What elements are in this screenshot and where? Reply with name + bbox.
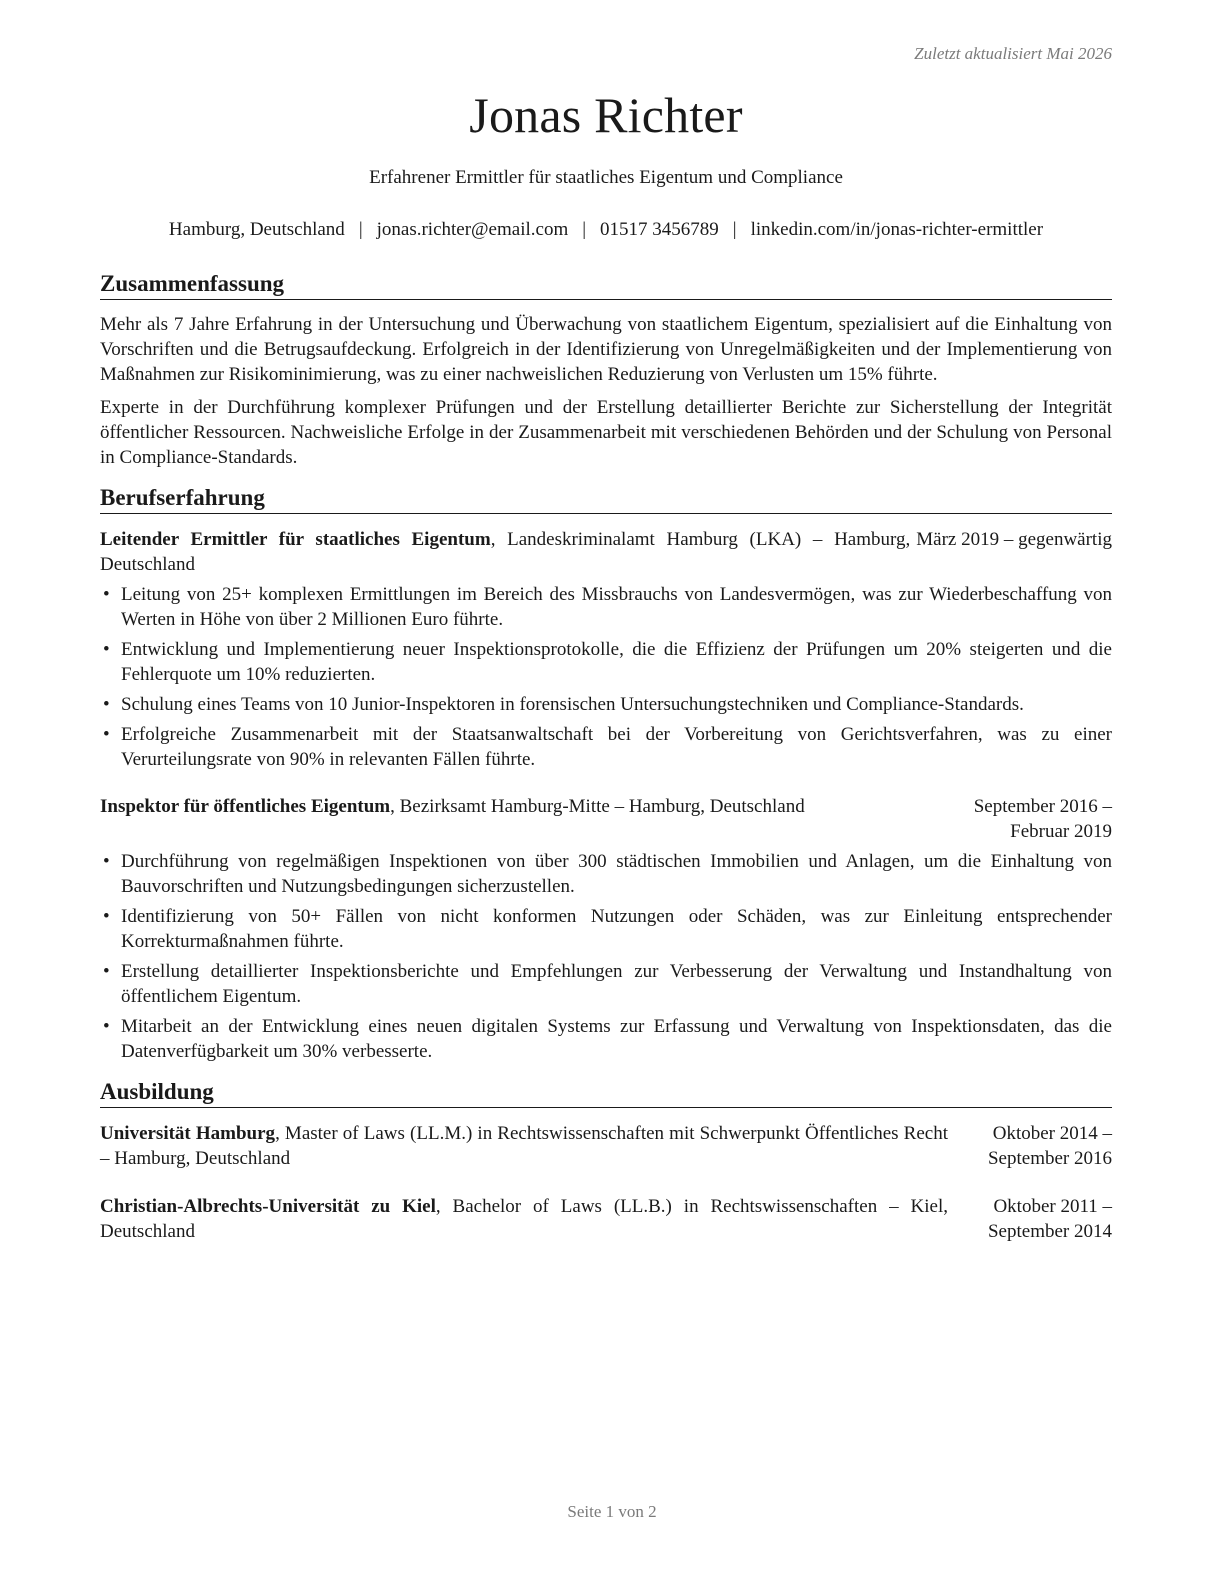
bullet-icon: • (103, 694, 110, 715)
education-header (100, 1121, 1112, 1171)
bullet-text: Erfolgreiche Zusammenarbeit mit der Staatsanwaltschaft bei der Vorbereitung von Gerichtsverfahren, was zu einer Verurteilungsrate von 90% in relevanten Fällen führte. (121, 724, 1112, 770)
education-line (100, 1194, 954, 1244)
job-dates: September 2016 – Februar 2019 (973, 796, 1112, 842)
contact-linkedin[interactable]: linkedin.com/in/jonas-richter-ermittler (750, 219, 1044, 240)
contact-phone: 01517 3456789 (600, 219, 719, 240)
education-section (100, 1078, 1112, 1244)
bullet-icon: • (103, 961, 110, 982)
page-number: Seite 1 von 2 (567, 1502, 657, 1521)
education-degree-location: , Bachelor of Laws (LL.B.) in Rechtswissenschaften – Kiel, Deutschland (100, 1196, 948, 1242)
education-line (100, 1121, 954, 1171)
list-item (100, 1014, 1112, 1064)
bullet-text: Durchführung von regelmäßigen Inspektionen von über 300 städtischen Immobilien und Anlagen, um die Einhaltung von Bauvorschriften und Nutzungsbedingungen sicherzustellen. (121, 851, 1112, 897)
education-header (100, 1194, 1112, 1244)
contact-line (100, 219, 1112, 241)
job-role: Leitender Ermittler für staatliches Eigentum (100, 529, 491, 550)
experience-section (100, 484, 1112, 1064)
education-dates: Oktober 2011 – September 2014 (987, 1196, 1112, 1242)
list-item (100, 582, 1112, 632)
summary-paragraph: Experte in der Durchführung komplexer Prüfungen und der Erstellung detaillierter Berichte zur Sicherstellung der Integrität öffentlicher Ressourcen. Nachweisliche Erfolge in der Zusammenarbeit mit verschiedenen Behörden und der Schulung von Personal in Compliance-Standards. (100, 397, 1112, 468)
list-item (100, 637, 1112, 687)
education-dates: Oktober 2014 – September 2016 (987, 1123, 1112, 1169)
candidate-name: Jonas Richter (469, 87, 743, 143)
bullet-icon: • (103, 1016, 110, 1037)
resume-body (100, 270, 1112, 1258)
contact-separator: | (732, 219, 737, 240)
job-entry (100, 527, 1112, 772)
job-title-line (100, 794, 954, 844)
section-title-education: Ausbildung (100, 1078, 1112, 1108)
last-updated-note: Zuletzt aktualisiert Mai 2026 (914, 44, 1112, 63)
job-role: Inspektor für öffentliches Eigentum (100, 796, 391, 817)
education-degree-location: , Master of Laws (LL.M.) in Rechtswissenschaften mit Schwerpunkt Öffentliches Recht – Hamburg, Deutschland (100, 1123, 948, 1169)
bullet-text: Identifizierung von 50+ Fällen von nicht konformen Nutzungen oder Schäden, was zur Einleitung entsprechender Korrekturmaßnahmen führte. (121, 906, 1112, 952)
bullet-icon: • (103, 584, 110, 605)
bullet-text: Schulung eines Teams von 10 Junior-Inspektoren in forensischen Untersuchungstechniken und Compliance-Standards. (121, 694, 1024, 715)
summary-section (100, 270, 1112, 470)
contact-separator: | (582, 219, 587, 240)
job-org-location: , Landeskriminalamt Hamburg (LKA) – Hamburg, Deutschland (100, 529, 911, 575)
list-item (100, 722, 1112, 772)
education-entry (100, 1194, 1112, 1244)
job-bullet-list (100, 582, 1112, 772)
job-org-location: , Bezirksamt Hamburg-Mitte – Hamburg, Deutschland (390, 796, 805, 817)
bullet-icon: • (103, 724, 110, 745)
education-entry (100, 1121, 1112, 1171)
section-title-summary: Zusammenfassung (100, 270, 1112, 300)
contact-email[interactable]: jonas.richter@email.com (376, 219, 569, 240)
bullet-text: Mitarbeit an der Entwicklung eines neuen digitalen Systems zur Erfassung und Verwaltung von Inspektionsdaten, das die Datenverfügbarkeit um 30% verbesserte. (121, 1016, 1112, 1062)
job-dates: März 2019 – gegenwärtig (916, 529, 1112, 550)
candidate-subtitle: Erfahrener Ermittler für staatliches Eigentum und Compliance (369, 167, 843, 188)
contact-location: Hamburg, Deutschland (168, 219, 345, 240)
job-title-line (100, 527, 916, 577)
job-entry (100, 794, 1112, 1064)
education-institution: Christian-Albrechts-Universität zu Kiel (100, 1196, 436, 1217)
bullet-icon: • (103, 906, 110, 927)
list-item (100, 959, 1112, 1009)
job-header (100, 527, 1112, 577)
bullet-text: Erstellung detaillierter Inspektionsberichte und Empfehlungen zur Verbesserung der Verwaltung und Instandhaltung von öffentlichem Eigentum. (121, 961, 1112, 1007)
resume-page (100, 0, 1112, 1584)
job-bullet-list (100, 849, 1112, 1064)
summary-paragraph: Mehr als 7 Jahre Erfahrung in der Untersuchung und Überwachung von staatlichem Eigentum, spezialisiert auf die Einhaltung von Vorschriften und die Betrugsaufdeckung. Erfolgreich in der Identifizierung von Unregelmäßigkeiten und der Implementierung von Maßnahmen zur Risikominimierung, was zu einer nachweislichen Reduzierung von Verlusten um 15% führte. (100, 314, 1112, 385)
bullet-text: Entwicklung und Implementierung neuer Inspektionsprotokolle, die die Effizienz der Prüfungen um 20% steigerten und die Fehlerquote um 10% reduzierten. (121, 639, 1112, 685)
section-title-experience: Berufserfahrung (100, 484, 1112, 514)
bullet-icon: • (103, 639, 110, 660)
job-header (100, 794, 1112, 844)
list-item (100, 904, 1112, 954)
list-item (100, 692, 1112, 717)
bullet-icon: • (103, 851, 110, 872)
bullet-text: Leitung von 25+ komplexen Ermittlungen im Bereich des Missbrauchs von Landesvermögen, was zur Wiederbeschaffung von Werten in Höhe von über 2 Millionen Euro führte. (121, 584, 1112, 630)
education-institution: Universität Hamburg (100, 1123, 276, 1144)
list-item (100, 849, 1112, 899)
contact-separator: | (358, 219, 363, 240)
